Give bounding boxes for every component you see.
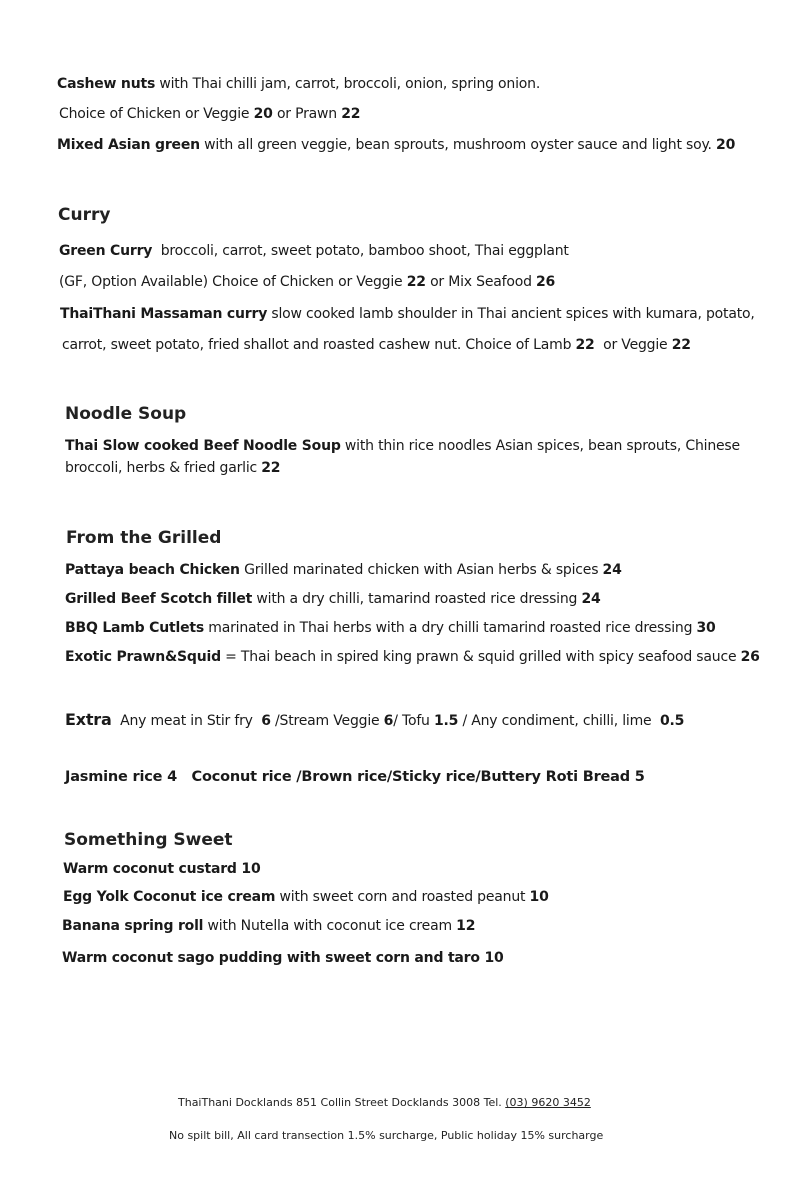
item-desc: or Veggie (594, 337, 672, 353)
item-name: Egg Yolk Coconut ice cream (63, 889, 276, 905)
item-desc: Grilled marinated chicken with Asian herbs & spices (239, 562, 603, 578)
item-desc: or Prawn (272, 106, 342, 122)
item-desc: with a dry chilli, tamarind roasted rice dressing (252, 591, 582, 607)
address-text: ThaiThani Docklands 851 Collin Street Docklands 3008 Tel. (178, 1096, 506, 1109)
item-name: Banana spring roll (62, 918, 204, 934)
item-desc: / Tofu (393, 713, 434, 729)
item-price: 6 (383, 713, 394, 729)
item-desc: with Nutella with coconut ice cream (203, 918, 457, 934)
menu-item-grilled (65, 562, 622, 578)
footer-note: No spilt bill, All card transection 1.5% surcharge, Public holiday 15% surcharge (169, 1129, 604, 1142)
section-heading-grilled: From the Grilled (66, 528, 222, 548)
item-desc: with Thai chilli jam, carrot, broccoli, onion, spring onion. (155, 76, 541, 92)
menu-item-green-curry-choice (59, 274, 555, 290)
item-desc: / Any condiment, chilli, lime (458, 713, 660, 729)
item-name: Exotic Prawn&Squid (65, 649, 221, 665)
item-price: 24 (602, 562, 622, 578)
menu-item-cashew-nuts (57, 76, 540, 92)
item-name: Thai Slow cooked Beef Noodle Soup (65, 438, 341, 454)
item-desc: /Stream Veggie (270, 713, 384, 729)
item-desc: with sweet corn and roasted peanut (275, 889, 530, 905)
menu-item-beef-noodle-soup (65, 438, 740, 454)
item-price: 22 (341, 106, 361, 122)
menu-item-extra (65, 710, 684, 729)
item-desc: = Thai beach in spired king prawn & squid grilled with spicy seafood sauce (220, 649, 741, 665)
item-price: 20 (253, 106, 273, 122)
menu-item-egg-yolk-ice-cream (63, 889, 549, 905)
item-name: Mixed Asian green (57, 137, 200, 153)
item-price: 26 (740, 649, 760, 665)
item-desc: or Mix Seafood (425, 274, 537, 290)
section-heading-curry: Curry (58, 205, 111, 225)
item-name: ThaiThani Massaman curry (60, 306, 268, 322)
item-price: 20 (716, 137, 736, 153)
item-desc: Any meat in Stir fry (111, 713, 262, 729)
item-name: Cashew nuts (57, 76, 156, 92)
item-price: 12 (456, 918, 476, 934)
menu-item-grilled (65, 649, 760, 665)
menu-item-massaman-choice (62, 337, 691, 353)
item-desc: with all green veggie, bean sprouts, mushroom oyster sauce and light soy. (199, 137, 717, 153)
item-desc: with thin rice noodles Asian spices, bean sprouts, Chinese (340, 438, 740, 454)
menu-item-grilled (65, 591, 601, 607)
item-price: 22 (261, 460, 281, 476)
item-name: BBQ Lamb Cutlets (65, 620, 205, 636)
menu-item-mixed-asian-green (57, 137, 735, 153)
item-price: 1.5 (433, 713, 459, 729)
item-price: 22 (671, 337, 691, 353)
menu-item-rice: Jasmine rice 4 Coconut rice /Brown rice/Sticky rice/Buttery Roti Bread 5 (65, 769, 645, 785)
item-name: Grilled Beef Scotch fillet (65, 591, 253, 607)
menu-item-massaman-curry (60, 306, 755, 322)
menu-item-banana-spring-roll (62, 918, 475, 934)
item-price: 22 (406, 274, 426, 290)
item-desc: marinated in Thai herbs with a dry chilli tamarind roasted rice dressing (204, 620, 697, 636)
item-price: 10 (529, 889, 549, 905)
item-desc: slow cooked lamb shoulder in Thai ancient spices with kumara, potato, (267, 306, 755, 322)
section-heading-something-sweet: Something Sweet (64, 830, 233, 850)
menu-item-coconut-custard: Warm coconut custard 10 (63, 861, 261, 877)
item-desc: (GF, Option Available) Choice of Chicken or Veggie (59, 274, 407, 290)
item-price: 0.5 (659, 713, 685, 729)
item-price: 30 (696, 620, 716, 636)
menu-item-sago-pudding: Warm coconut sago pudding with sweet corn and taro 10 (62, 950, 504, 966)
menu-item-beef-noodle-soup-cont (65, 460, 280, 476)
item-desc: Choice of Chicken or Veggie (59, 106, 254, 122)
menu-item-cashew-choice (59, 106, 360, 122)
item-name: Green Curry (59, 243, 153, 259)
item-price: 24 (581, 591, 601, 607)
item-name: Pattaya beach Chicken (65, 562, 240, 578)
item-desc: broccoli, carrot, sweet potato, bamboo shoot, Thai eggplant (152, 243, 569, 259)
phone-number[interactable]: (03) 9620 3452 (505, 1096, 591, 1109)
item-desc: carrot, sweet potato, fried shallot and roasted cashew nut. Choice of Lamb (62, 337, 576, 353)
item-desc: broccoli, herbs & fried garlic (65, 460, 262, 476)
section-heading-extra: Extra (65, 710, 112, 729)
section-heading-noodle-soup: Noodle Soup (65, 404, 187, 424)
item-price: 6 (261, 713, 271, 729)
item-price: 22 (575, 337, 595, 353)
footer-address (178, 1096, 591, 1109)
menu-item-green-curry (59, 243, 569, 259)
menu-item-grilled (65, 620, 716, 636)
item-price: 26 (536, 274, 556, 290)
